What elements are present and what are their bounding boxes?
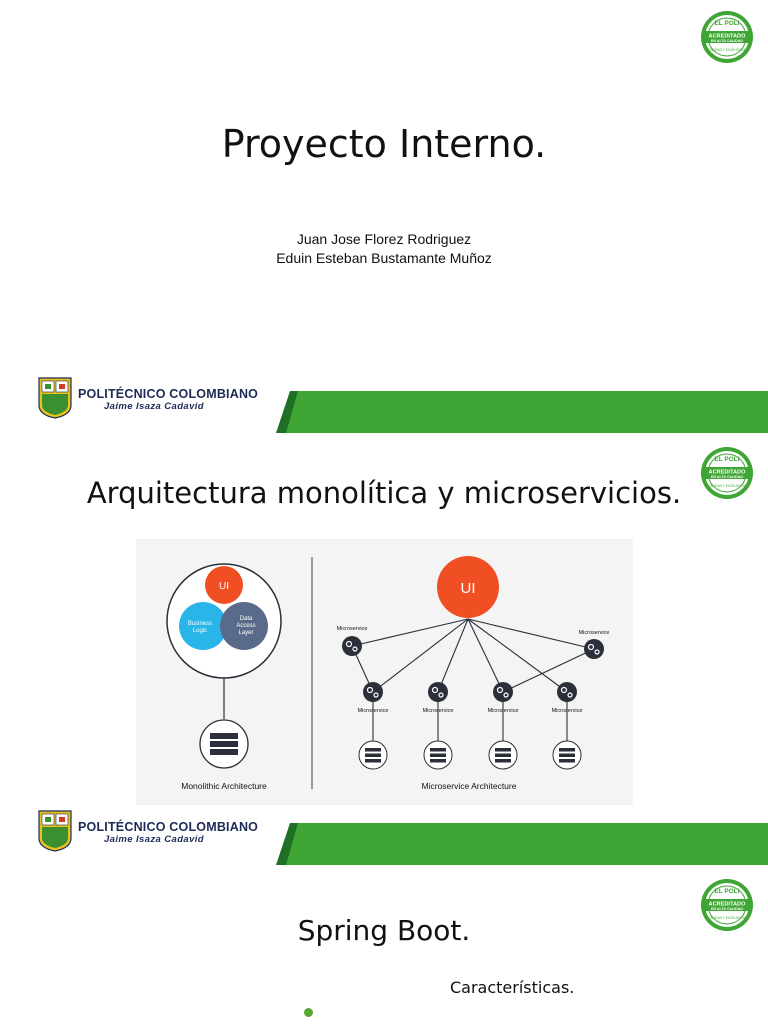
- seal-bottom-text: CALIDAD Y EXCELENCIA: [708, 916, 746, 920]
- shield-icon: [38, 810, 72, 852]
- data-label-3: Layer: [238, 630, 254, 636]
- institution-logo: [38, 810, 259, 854]
- slide-2: [0, 440, 768, 872]
- seal-bottom-text: CALIDAD Y EXCELENCIA: [708, 484, 746, 488]
- seal-band-sub: EN ALTA CALIDAD: [711, 39, 743, 43]
- slide-1-title: Proyecto Interno.: [221, 122, 547, 166]
- micro-ui-label: UI: [460, 580, 476, 597]
- microservice-node-icon: [557, 682, 577, 702]
- microservice-label: Microservice: [422, 708, 454, 714]
- seal-bottom-text: CALIDAD Y EXCELENCIA: [708, 48, 746, 52]
- monolithic-caption: Monolithic Architecture: [181, 781, 267, 791]
- slide-3: [0, 872, 768, 1024]
- microservice-label: Microservice: [336, 626, 368, 632]
- slide-3-title: Spring Boot.: [297, 914, 471, 947]
- microservice-node-icon: [584, 639, 604, 659]
- mono-ui-label: UI: [219, 581, 229, 592]
- microservice-label: Microservice: [357, 708, 389, 714]
- institution-subtitle: Jaime Isaza Cadavid: [104, 834, 205, 845]
- author-1: Juan Jose Florez Rodriguez: [296, 231, 472, 247]
- data-label-1: Data: [239, 616, 253, 622]
- seal-band-sub: EN ALTA CALIDAD: [711, 475, 743, 479]
- microservice-node-icon: [493, 682, 513, 702]
- seal-band-sub: EN ALTA CALIDAD: [711, 907, 743, 911]
- business-label-2: Logic: [192, 628, 208, 634]
- seal-top-text: EL POLI: [714, 456, 740, 463]
- microservice-node-icon: [428, 682, 448, 702]
- microservice-label: Microservice: [551, 708, 583, 714]
- institution-name: POLITÉCNICO COLOMBIANO: [78, 387, 259, 401]
- microservice-label: Microservice: [487, 708, 519, 714]
- institution-logo: [38, 377, 259, 421]
- seal-band-text: ACREDITADO: [708, 469, 746, 476]
- characteristics-heading: Características.: [450, 978, 575, 997]
- microservice-node-icon: [342, 636, 362, 656]
- microservice-node-icon: [363, 682, 383, 702]
- footer-green-bar: [276, 823, 768, 865]
- architecture-diagram: [136, 539, 633, 805]
- slide-2-title: Arquitectura monolítica y microservicios.: [86, 476, 682, 510]
- authors: [0, 230, 768, 268]
- accreditation-seal-icon: [700, 10, 754, 64]
- data-label-2: Access: [236, 623, 256, 629]
- author-2: Eduin Esteban Bustamante Muñoz: [276, 250, 492, 266]
- seal-top-text: EL POLI: [714, 888, 740, 895]
- slide-1: [0, 0, 768, 440]
- business-label-1: Business: [187, 621, 213, 627]
- seal-band-text: ACREDITADO: [708, 33, 746, 40]
- shield-icon: [38, 377, 72, 419]
- microservice-label: Microservice: [578, 630, 610, 636]
- footer-green-bar: [276, 391, 768, 433]
- bullet-icon: [304, 1008, 313, 1017]
- institution-name: POLITÉCNICO COLOMBIANO: [78, 820, 259, 834]
- seal-top-text: EL POLI: [714, 20, 740, 27]
- institution-subtitle: Jaime Isaza Cadavid: [104, 401, 205, 412]
- seal-band-text: ACREDITADO: [708, 901, 746, 908]
- microservice-caption: Microservice Architecture: [421, 781, 517, 791]
